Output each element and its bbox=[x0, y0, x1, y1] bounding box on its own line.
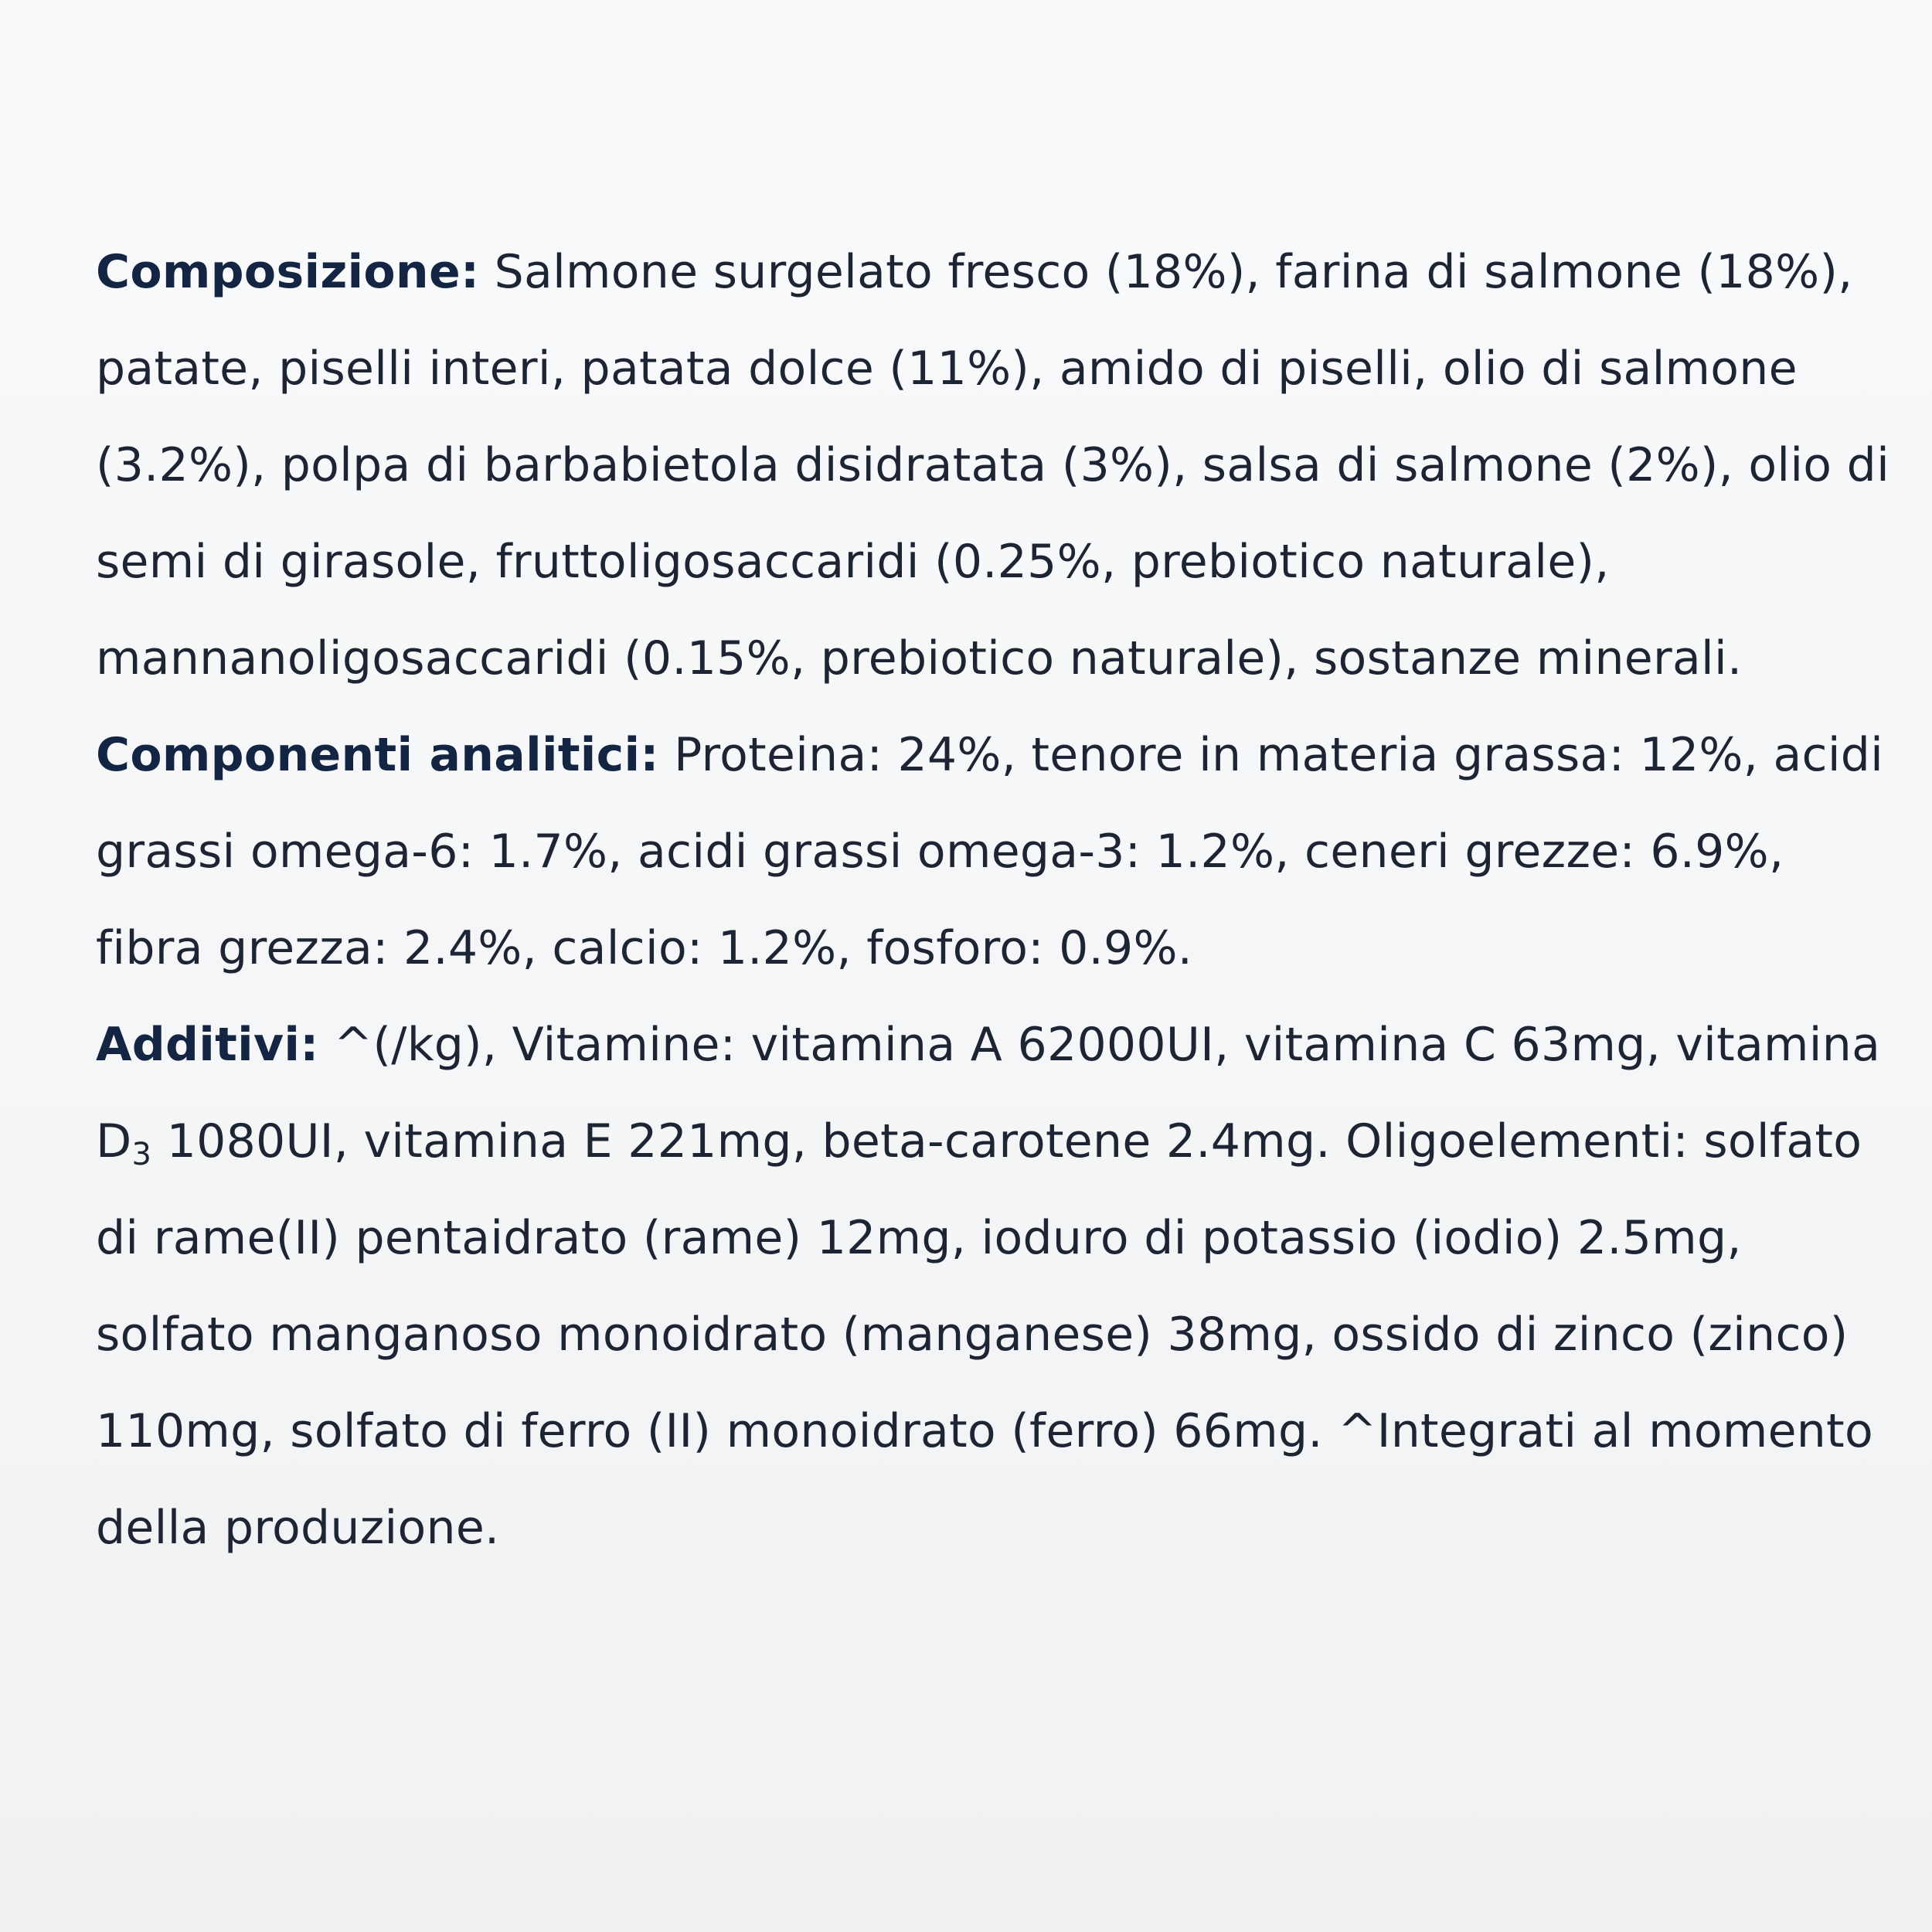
composition-section bbox=[96, 224, 1896, 707]
composition-text: Salmone surgelato fresco (18%), farina di salmone (18%), patate, piselli interi, patata dolce (11%), amido di piselli, olio di salmone (3.2%), polpa di barbabietola disidratata (3%), salsa di salmone (2%), olio di semi di girasole, fruttoligosaccaridi (0.25%, prebiotico naturale), mannanoligosaccaridi (0.15%, prebiotico naturale), sostanze minerali. bbox=[96, 245, 1890, 685]
ingredients-text-block bbox=[96, 224, 1896, 1577]
additives-text-part-1: ^(/kg), Vitamine: vitamina A 62000UI, vitamina C 63mg, vitamina D bbox=[96, 1018, 1881, 1168]
additives-section bbox=[96, 997, 1896, 1577]
analytical-components-label: Componenti analitici: bbox=[96, 728, 659, 782]
composition-label: Composizione: bbox=[96, 245, 480, 299]
additives-text-part-2: 1080UI, vitamina E 221mg, beta-carotene 2.4mg. Oligoelementi: solfato di rame(II) pentaidrato (rame) 12mg, ioduro di potassio (iodio) 2.5mg, solfato manganoso monoidrato (manganese) 38mg, ossido di zinco (zinco) 110mg, solfato di ferro (II) monoidrato (ferro) 66mg. ^Integrati al momento della produzione. bbox=[96, 1114, 1873, 1555]
vitamin-d3-subscript: 3 bbox=[131, 1137, 152, 1172]
analytical-components-text: Proteina: 24%, tenore in materia grassa: 12%, acidi grassi omega-6: 1.7%, acidi grassi omega-3: 1.2%, ceneri grezze: 6.9%, fibra grezza: 2.4%, calcio: 1.2%, fosforo: 0.9%. bbox=[96, 728, 1884, 975]
analytical-components-section bbox=[96, 707, 1896, 997]
additives-label: Additivi: bbox=[96, 1018, 319, 1072]
